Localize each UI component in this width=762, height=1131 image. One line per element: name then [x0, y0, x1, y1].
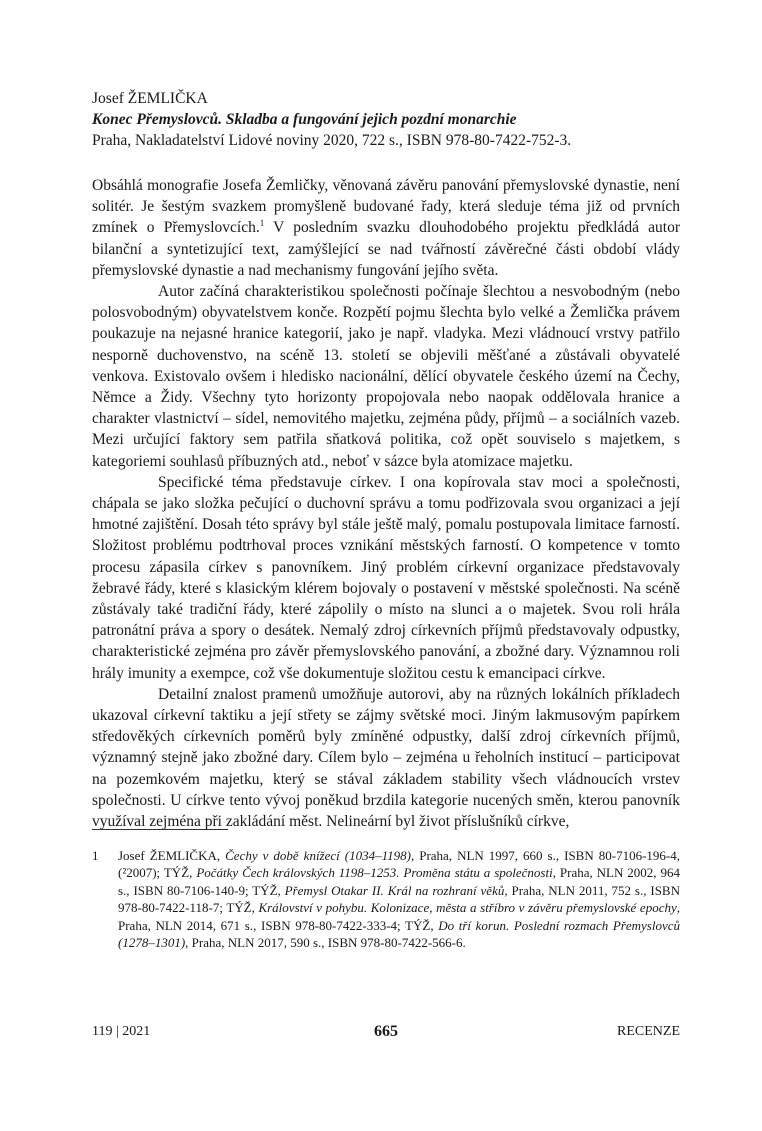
page-number: 665 [374, 1023, 398, 1040]
footnote-reference[interactable]: 1 [259, 218, 265, 229]
paragraph-3: Specifické téma představuje církev. I ona kopírovala stav moci a společnosti, chápala se jako složka pečující o duchovní správu a tomu podřizovala svou organizaci a její hmotné zajištění. Dosah této správy byl stále ještě malý, pomalu postupovala limitace farností. Složitost problému podtrhoval proces vznikání městských farností. O kompetence v tomto procesu zápasila církev s panovníkem. Jiný problém církevní organizace představovaly žebravé řády, které s klasickým klérem bojovaly o postavení v městské společnosti. Na scéně zůstávaly také tradiční řády, které zápolily o místo na slunci a o majetek. Svou roli hrála patronátní práva a spory o desátek. Nemalý zdroj církevních příjmů představovaly odpustky, charakteristické zejména pro závěr přemyslovského panování, a zbožné dary. Významnou roli hrály imunity a exempce, což vše dokumentuje složitou cestu k emancipaci církve. [92, 473, 680, 682]
footnote-title-3: Přemysl Otakar II. Král na rozhraní věků [284, 882, 505, 898]
publication-details: Praha, Nakladatelství Lidové noviny 2020, 722 s., ISBN 978-80-7422-752-3. [92, 132, 572, 149]
footnote-title-5: Do tří korun. Poslední rozmach Přemyslovců (1278–1301) [118, 917, 680, 951]
paragraph-1 [92, 175, 680, 281]
section-label: RECENZE [617, 1024, 680, 1039]
footnote-1 [92, 847, 680, 951]
paragraph-1-text-b: V posledním svazku dlouhodobého projektu předkládá autor bilanční a syntetizující text, zamýšlející se nad tvářností závěrečné části období vlády přemyslovské dynastie a nad mechanismy fungování jejího světa. [92, 219, 680, 279]
page-footer [92, 1024, 680, 1044]
footnote-number: 1 [92, 848, 99, 863]
footnote-divider [92, 829, 228, 830]
review-header [92, 88, 680, 151]
footnote-segment: Josef ŽEMLIČKA, [118, 848, 226, 863]
review-page [92, 88, 680, 832]
footnote-title-4: Království v pohybu. Kolonizace, města a stříbro v závěru přemyslovské epochy [258, 900, 677, 916]
footnote-segment: , Praha, NLN 2017, 590 s., ISBN 978-80-7422-566-6. [185, 935, 466, 951]
paragraph-4: Detailní znalost pramenů umožňuje autorovi, aby na různých lokálních příkladech ukazoval církevní taktiku a její střety se zájmy světské moci. Jiným lakmusovým papírkem středověkých církevních poměrů byly zmíněné odpustky, další zdroj církevních příjmů, významný stejně jako zbožné dary. Cílem bylo – zejména u řeholních institucí – participovat na pozemkovém majetku, který se stával základem stability všech vládnoucích vrstev společnosti. U církve tento vývoj poněkud brzdila kategorie nucených směn, kterou panovník využíval zejména při zakládání měst. Nelineární byl život příslušníků církve, [92, 685, 680, 831]
footnote-segment: , Praha, NLN 2014, 671 s., ISBN 978-80-7422-333-4; TÝŽ, [118, 900, 680, 933]
book-author: Josef ŽEMLIČKA [92, 90, 208, 107]
footnote-segment: Praha, NLN 1997, 660 s., ISBN 80-7106-196-4, (²2007); TÝŽ, [118, 848, 680, 881]
footnote-text [118, 847, 680, 951]
issue-label: 119 | 2021 [92, 1024, 151, 1039]
footnote-segment: , Praha, NLN 2011, 752 s., ISBN 978-80-7422-118-7; TÝŽ, [118, 882, 680, 916]
paragraph-1-text-a: Obsáhlá monografie Josefa Žemličky, věnovaná závěru panování přemyslovské dynastie, není solitér. Je šestým svazkem promyšleně budované řady, která sleduje téma již od prvních zmínek o Přemyslovcích. [92, 177, 680, 237]
paragraph-2: Autor začíná charakteristikou společnosti počínaje šlechtou a nesvobodným (nebo polosvobodným) obyvatelstvem konče. Rozpětí pojmu šlechta bylo velké a Žemlička právem poukazuje na nejasné hranice kategorií, jako je např. vladyka. Mezi vládnoucí vrstvy patřilo nesporně duchovenstvo, na scéně 13. století se objevili měšťané a zůstávali obyvatelé venkova. Existovalo ovšem i hledisko nacionální, dělící obyvatele českého území na Čechy, Němce a Židy. Všechny tyto horizonty propojovala nebo naopak oddělovala hranice a charakter vlastnictví – sídel, nemovitého majetku, zejména půdy, příjmů – a sociálních vazeb. Mezi určující faktory sem patřila sňatková politika, což opět souviselo s majetkem, s kategoriemi souhlasů příbuzných atd., neboť v sázce byla atomizace majetku. [92, 283, 680, 470]
footnote-segment: , Praha, NLN 2002, 964 s., ISBN 80-7106-140-9; TÝŽ, [118, 865, 680, 898]
book-title: Konec Přemyslovců. Skladba a fungování jejich pozdní monarchie [92, 111, 517, 128]
footnote-title-2: Počátky Čech královských 1198–1253. Proměna státu a společnosti [196, 865, 553, 881]
footnote-title-1: Čechy v době knížecí (1034–1198), [225, 848, 415, 863]
review-body [92, 175, 680, 832]
